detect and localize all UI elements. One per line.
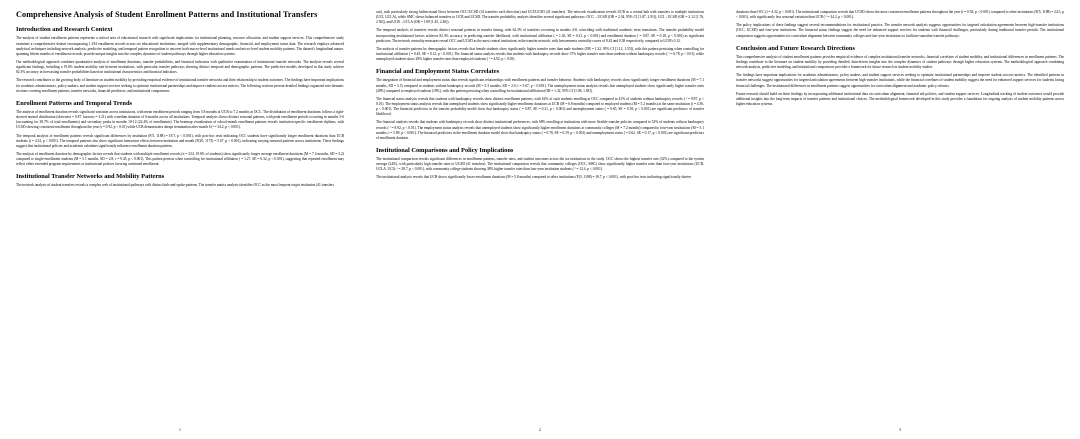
page-2-content	[376, 10, 704, 416]
paragraph: The policy implications of these findings suggest several recommendations for institutional practice. The transfer network analysis suggests opportunities for targeted articulation agreements between high-transfer institutions (OCC, UCSD) and four-year institutions. The financial status findings suggest the need for enhanced support services for students with financial challenges, particularly during traditional transfer periods. The institutional comparison suggests opportunities for curriculum alignment between community colleges and four-year institutions to facilitate smoother transfer pathways.	[736, 23, 1064, 38]
page-number: 3	[899, 428, 901, 432]
paragraph: The analysis of enrollment duration reveals significant variation across institutions, with mean enrollment periods ranging from 5.8 months at UCB to 7.2 months at OCC. The distribution of enrollment durations follows a right-skewed normal distribution (skewness = 0.87, kurtosis = 3.21) with a median duration of 6 months across all institutions. Temporal analysis shows distinct seasonal patterns, with peak enrollment periods occurring in months 3-6 (accounting for 38.7% of total enrollments) and secondary peaks in months 10-12 (22.4% of enrollments). The heatmap visualization of school-month enrollment patterns reveals institution-specific enrollment rhythms, with UCSD showing consistent enrollment throughout the year (r = 0.92, p < 0.01) while UCB demonstrates abrupt termination after month 6 (² = 34.2, p < 0.001).	[16, 109, 344, 130]
paragraph: The temporal analysis of transfers reveals distinct seasonal patterns in transfer timing, with 62.3% of transfers occurring in months 4-8, coinciding with traditional academic term transitions. The transfer probability model incorporating institutional factors achieves 82.3% accuracy in predicting transfer likelihood, with institutional affiliation ( = 1.45, SE = 0.21, p < 0.001) and enrollment duration ( = 0.87, SE = 0.18, p < 0.001) as significant predictors. The network centrality measures reveal OCC and UCSD as the most central institutions in the transfer network, with betweenness centrality scores of 0.42 and 0.38 respectively, compared to UCB's 0.12.	[376, 28, 704, 43]
section-heading-introduction: Introduction and Research Context	[16, 26, 113, 34]
paragraph: durations than OCC (t = 4.32, p < 0.001). The institutional comparison reveals that UCSD shows the most consistent enrollment patterns throughout the year (r = 0.92, p < 0.001) compared to other institutions (F(5, 1188) = 24.3, p < 0.001), with significantly less seasonal variation than UCB ( ² = 34.2, p < 0.001).	[736, 10, 1064, 20]
paragraph: The findings have important implications for academic administrators, policy makers, and student support services seeking to optimize institutional partnerships and improve student success metrics. The identified patterns in transfer networks suggest opportunities for targeted articulation agreements between high-transfer institutions, while the financial correlates of student mobility suggest the need for enhanced support services for students facing financial challenges. The institutional differences in enrollment patterns suggest opportunities for curriculum alignment and academic policy reforms.	[736, 73, 1064, 88]
paragraph: The analysis of enrollment duration by demographic factors reveals that students with multiple enrollment records (n = 234, 19.6% of students) show significantly longer average enrollment durations (M = 7.4 months, SD = 3.2) compared to single-enrollment students (M = 5.1 months, SD = 2.8; t = 9.45, p < 0.001). This pattern persists when controlling for institutional affiliation ( = 1.27, SE = 0.32, p < 0.001), suggesting that repeated enrollment may reflect either extended program requirements or institutional policies favoring continued enrollment.	[16, 151, 344, 167]
paragraph: The network analysis of student transfers reveals a complex web of institutional pathways with distinct hub-and-spoke patterns. The transfer matrix analysis identifies OCC as the most frequent origin institution (41 transfers	[16, 183, 335, 188]
paragraph: out), with particularly strong bidirectional flows between OCC/UCSD (41 transfers each direction) and UCI/UCSD (41 transfers). The network visualization reveals UCB as a central hub with transfers to multiple institutions (UCI, UCLA), while SMC shows balanced transfers to UCB and UCSD. The transfer probability analysis identifies several significant pathways: OCC→UCSD (OR = 2.34, 95% CI [1.87, 2.91]), UCI→UCSD (OR = 2.12 [1.76, 2.56]), and UCB→UCLA (OR = 1.89 [1.45, 2.46]).	[376, 10, 704, 25]
page-number: 2	[539, 428, 541, 432]
paragraph: This comprehensive analysis of student enrollment patterns provides empirical evidence of complex institutional transfer networks, financial correlates of student mobility, and institutional differences in enrollment patterns. The findings contribute to the literature on student mobility by providing detailed, data-driven insights into the complex dynamics of student pathways through higher education systems. The methodological approach combining network analysis, predictive modeling, and institutional comparisons provides a framework for future research in student mobility studies.	[736, 54, 1064, 70]
paragraph: The financial status analysis reveals that students with bankruptcy records show distinct enrollment patterns, with 62% of such students enrolling at OCC compared to 41% of students without bankruptcy records ( ² = 9.87, p < 0.01). The employment status analysis reveals that unemployed students show significantly higher enrollment durations at UCB (M = 6.8 months) compared to employed students (M = 5.2 months) at the same institution (t = 4.56, p < 0.001). The financial predictors in the transfer probability model show that bankruptcy status ( = 0.87, SE = 0.21, p < 0.001) and unemployment status ( = 0.65, SE = 0.18, p < 0.001) are significant predictors of transfer likelihood.	[376, 96, 704, 117]
paragraph: The temporal analysis of enrollment patterns reveals significant differences by institution (F/5, 1188) = 18.7, p < 0.001), with post-hoc tests indicating OCC students have significantly longer enrollment durations than UCB students (t = 4.32, p < 0.001). The temporal patterns also show significant interaction effects between institution and month (F(20, 1173) = 5.67, p < 0.001), indicating varying seasonal patterns across institutions. These findings suggest that institutional policies and academic calendars significantly influence enrollment duration patterns.	[16, 133, 344, 148]
paragraph: The institutional comparison reveals significant differences in enrollment patterns, transfer rates, and student outcomes across the six institutions in the study. OCC shows the highest transfer rate (32%) compared to the system average (24%), with particularly high transfer rates to UCSD (41 transfers). The institutional comparison reveals that community colleges (OCC, SMC) show significantly higher transfer rates than four-year institutions (UCB, UCLA, UCI): ² = 28.7, p < 0.001), with community college students showing 38% higher transfer rates than four-year institution students ( ² = 12.4, p < 0.001).	[376, 157, 704, 172]
page-2	[360, 0, 720, 439]
paragraph: Future research should build on these findings by incorporating additional institutional data on curriculum alignment, financial aid policies, and student support services. Longitudinal tracking of student outcomes would provide additional insights into the long-term impacts of transfer patterns and institutional choices. The methodological framework developed in this study provides a foundation for ongoing analysis of student mobility patterns across higher education systems.	[736, 91, 1064, 106]
document-title: Comprehensive Analysis of Student Enrollment Patterns and Institutional Transfers	[16, 10, 318, 19]
page-1	[0, 0, 360, 439]
paragraph: The research contributes to the growing body of literature on student mobility by providing empirical evidence of institutional transfer networks and their relationship to student outcomes. The findings have important implications for academic administrators, policy makers, and student support services seeking to optimize institutional partnerships and improve student success metrics. The following sections present detailed findings organized into thematic sections covering enrollment patterns, transfer networks, financial predictors, and institutional comparisons.	[16, 78, 344, 93]
page-3-content	[736, 10, 1064, 416]
section-heading-enrollment-patterns: Enrollment Patterns and Temporal Trends	[16, 99, 132, 107]
paragraph: The analysis of transfer patterns by demographic factors reveals that female students show significantly higher transfer rates than male students (OR = 1.32, 95% CI [1.12, 1.55]), with this pattern persisting when controlling for institutional affiliation ( = 0.45, SE = 0.12, p < 0.001). The financial status analysis reveals that students with bankruptcy records show 37% higher transfer rates than students without bankruptcy records ( ² = 6.78, p < 0.01), while unemployed students show 28% higher transfer rates than employed students ( ² = 4.92, p < 0.05).	[376, 46, 704, 62]
section-heading-financial-employment: Financial and Employment Status Correlates	[376, 68, 500, 76]
paragraph: The integration of financial and employment status data reveals significant relationships with enrollment patterns and transfer behavior. Students with bankruptcy records show significantly longer enrollment durations (M = 7.1 months, SD = 3.5) compared to students without bankruptcy records (M = 5.3 months, SD = 2.9; t = 5.67, p < 0.001). The unemployment status analysis reveals that unemployed students show significantly higher transfer rates (28%) compared to employed students (19%), with this pattern persisting when controlling for institutional affiliation (OR = 1.32, 95% CI [1.08, 1.58]).	[376, 78, 704, 93]
section-heading-conclusion: Conclusion and Future Research Directions	[736, 44, 855, 52]
page-number: 1	[179, 428, 181, 432]
paragraph: Our methodological approach combines quantitative analysis of enrollment durations, transfer probabilities, and financial indicators with qualitative examination of institutional transfer networks. The analysis reveals several significant findings, including a 19.6% student mobility rate between institutions, with particular transfer pathways showing distinct temporal and demographic patterns. The predictive models developed in this study achieve 82.3% accuracy in forecasting transfer probabilities based on institutional characteristics and financial indicators.	[16, 60, 344, 75]
section-heading-transfer-networks: Institutional Transfer Networks and Mobility Patterns	[16, 173, 165, 181]
section-heading-institutional-comparisons: Institutional Comparisons and Policy Implications	[376, 146, 514, 154]
paragraph: The institutional analysis reveals that UCB shows significantly lower enrollment durations (M = 5.8 months) compared to other institutions (F(5, 1188) = 18.7, p < 0.001), with post-hoc tests indicating significantly shorter	[376, 175, 692, 180]
paragraph: The financial analysis reveals that students with bankruptcy records show distinct institutional preferences, with 68% enrolling at institutions with more flexible transfer policies compared to 52% of students without bankruptcy records ( ² = 8.92, p < 0.01). The employment status analysis reveals that unemployed students show significantly higher enrollment durations at community colleges (M = 7.2 months) compared to four-year institutions (M = 5.1 months; t = 5.89, p < 0.001). The financial predictors in the enrollment duration model show that bankruptcy status ( = 0.78, SE = 0.19, p < 0.001) and unemployment status ( = 0.62, SE = 0.17, p < 0.001) are significant predictors of enrollment duration.	[376, 120, 704, 140]
page-1-content	[16, 10, 344, 416]
page-3	[720, 0, 1080, 439]
paragraph: The analysis of student enrollment patterns represents a critical area of educational research with significant implications for institutional planning, resource allocation, and student support services. This comprehensive study examines a comprehensive dataset encompassing 1,194 enrollment records across six educational institutions, merged with supplementary demographic, financial, and employment status data. The research employs advanced analytical techniques including network analysis, predictive modeling, and temporal pattern recognition to uncover both macro-level institutional trends and micro-level student mobility patterns. The dataset's longitudinal nature, spanning fifteen months of enrollment records, provide unique insights into the complex dynamics of student pathways through higher education systems.	[16, 36, 344, 56]
